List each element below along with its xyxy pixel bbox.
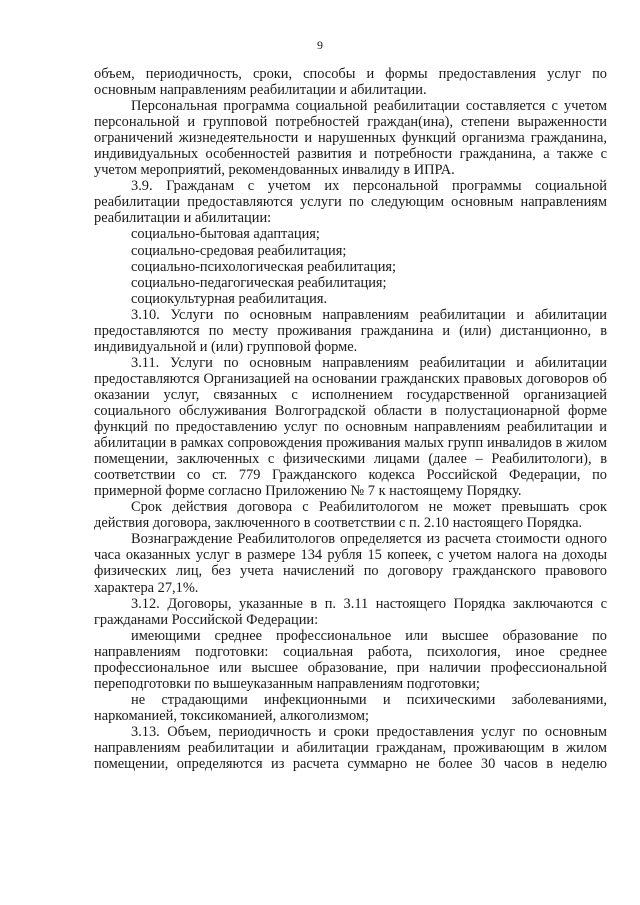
paragraph-education-requirement: имеющими среднее профессиональное или высшее образование по направлениям подготовки: социальная работа, психология, иное среднее профессиональное или высшее образование, при наличии профессиональной переподготовки по вышеуказанным направлениям подготовки;	[94, 627, 607, 692]
paragraph-3-10: 3.10. Услуги по основным направлениям реабилитации и абилитации предоставляются по месту проживания гражданина и (или) дистанционно, в индивидуальной и (или) групповой форме.	[94, 306, 607, 355]
paragraph-3-9: 3.9. Гражданам с учетом их персональной программы социальной реабилитации предоставляются услуги по следующим основным направлениям реабилитации и абилитации:	[94, 178, 607, 227]
list-item-social-environment: социально-средовая реабилитация;	[131, 242, 347, 259]
paragraph-contract-term: Срок действия договора с Реабилитологом не может превышать срок действия договора, заключенного в соответствии с п. 2.10 настоящего Порядка.	[94, 499, 607, 532]
document-body	[94, 66, 607, 772]
list-item-sociocultural: социокультурная реабилитация.	[131, 290, 328, 307]
paragraph-ipra-scope-continued: объем, периодичность, сроки, способы и формы предоставления услуг по основным направлениям реабилитации и абилитации.	[94, 66, 607, 99]
paragraph-3-13: 3.13. Объем, периодичность и сроки предоставления услуг по основным направлениям реабилитации и абилитации гражданам, проживающим в жилом помещении, определяются из расчета суммарно не более 30 часов в неделю	[94, 723, 607, 773]
paragraph-3-12: 3.12. Договоры, указанные в п. 3.11 настоящего Порядка заключаются с гражданами Российской Федерации:	[94, 595, 607, 628]
page-number: 9	[317, 38, 323, 52]
paragraph-health-requirement: не страдающими инфекционными и психическими заболеваниями, наркоманией, токсикоманией, алкоголизмом;	[94, 691, 607, 724]
paragraph-personal-program: Персональная программа социальной реабилитации составляется с учетом персональной и групповой потребностей граждан(ина), степени выраженности ограничений жизнедеятельности и нарушенных функций организма гражданина, индивидуальных особенностей развития и потребности гражданина, а также с учетом мероприятий, рекомендованных инвалиду в ИПРА.	[94, 98, 607, 179]
list-item-social-household: социально-бытовая адаптация;	[131, 226, 320, 243]
paragraph-3-11: 3.11. Услуги по основным направлениям реабилитации и абилитации предоставляются Организацией на основании гражданских правовых договоров об оказании услуг, связанных с исполнением государственной организацией социального обслуживания Волгоградской области в полустационарной форме функций по предоставлению услуг по основным направлениям реабилитации и абилитации в рамках сопровождения проживания малых групп инвалидов в жилом помещении, заключенных с физическими лицами (далее – Реабилитологи), в соответствии со ст. 779 Гражданского кодекса Российской Федерации, по примерной форме согласно Приложению № 7 к настоящему Порядку.	[94, 354, 607, 500]
list-item-social-psychological: социально-психологическая реабилитация;	[131, 258, 397, 275]
paragraph-remuneration: Вознаграждение Реабилитологов определяется из расчета стоимости одного часа оказанных услуг в размере 134 рубля 15 копеек, с учетом налога на доходы физических лиц, без учета начислений по договору гражданского правового характера 27,1%.	[94, 531, 607, 596]
list-item-social-pedagogical: социально-педагогическая реабилитация;	[131, 274, 387, 291]
